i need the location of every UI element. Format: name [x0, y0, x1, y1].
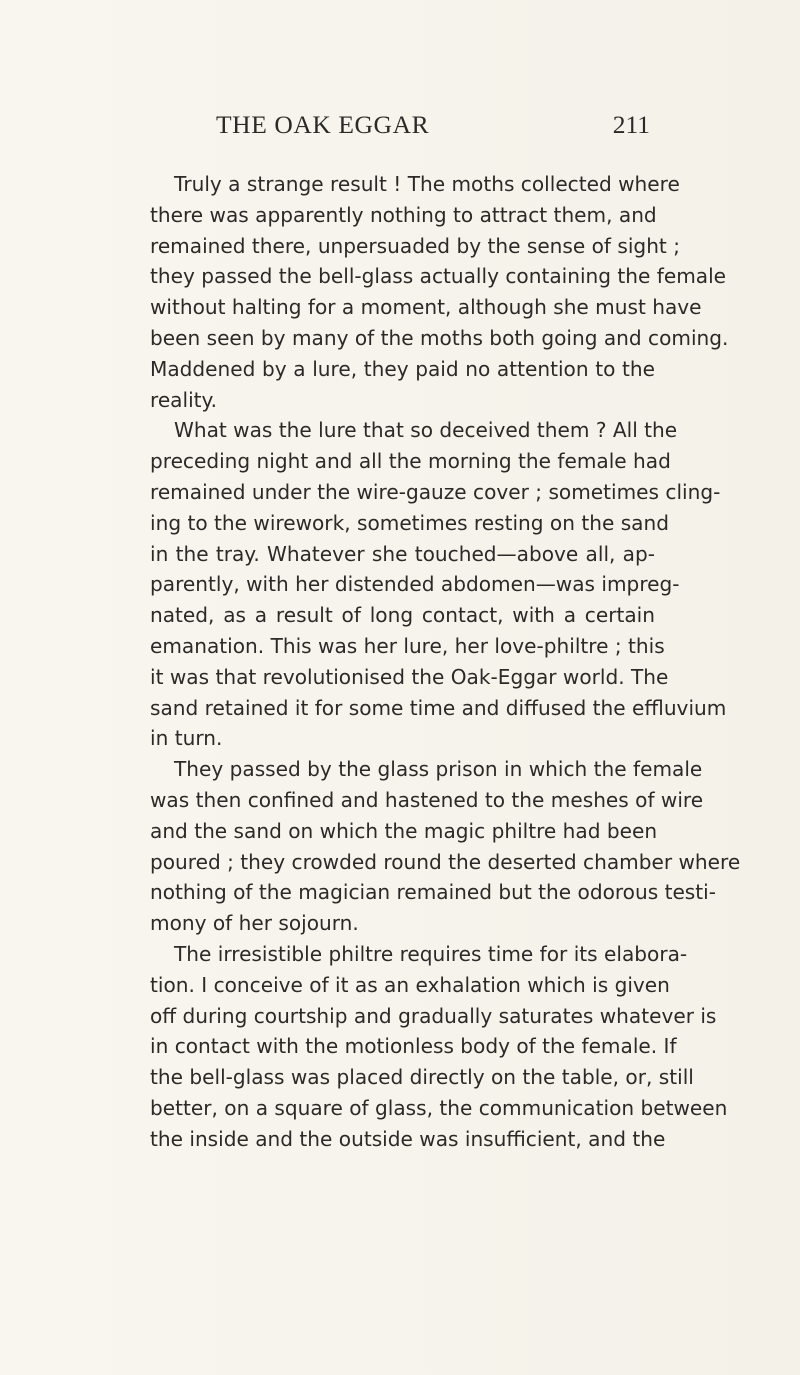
body-text — [150, 169, 741, 1155]
text-line: in the tray. Whatever she touched—above all, ap- — [150, 541, 655, 566]
text-line: Maddened by a lure, they paid no attention to the — [150, 356, 655, 381]
text-line: better, on a square of glass, the communication between — [150, 1095, 728, 1120]
text-line: remained there, unpersuaded by the sense of sight ; — [150, 233, 680, 258]
text-line: there was apparently nothing to attract them, and — [150, 202, 657, 227]
text-line: They passed by the glass prison in which the female — [174, 757, 703, 782]
text-line: they passed the bell-glass actually containing the female — [150, 264, 727, 289]
text-line: it was that revolutionised the Oak-Eggar world. The — [150, 664, 669, 689]
text-line: nothing of the magician remained but the odorous testi- — [150, 880, 716, 905]
text-line: reality. — [150, 387, 217, 412]
running-title: THE OAK EGGAR — [216, 110, 430, 139]
text-line: preceding night and all the morning the female had — [150, 449, 671, 474]
text-line: nated, as a result of long contact, with a certain — [150, 603, 655, 628]
text-line: been seen by many of the moths both going and coming. — [150, 325, 729, 350]
text-line: tion. I conceive of it as an exhalation which is given — [150, 972, 670, 997]
text-line: remained under the wire-gauze cover ; sometimes cling- — [150, 479, 721, 504]
text-line: in contact with the motionless body of the female. If — [150, 1034, 677, 1059]
text-line: ing to the wirework, sometimes resting on the sand — [150, 510, 669, 535]
text-line: The irresistible philtre requires time for its elabora- — [174, 941, 688, 966]
text-line: the inside and the outside was insufficient, and the — [150, 1126, 666, 1151]
running-head — [216, 110, 650, 140]
text-line: emanation. This was her lure, her love-philtre ; this — [150, 633, 665, 658]
text-line: was then confined and hastened to the meshes of wire — [150, 787, 704, 812]
text-line: parently, with her distended abdomen—was impreg- — [150, 572, 680, 597]
text-line: What was the lure that so deceived them ? All the — [174, 418, 678, 443]
text-line: and the sand on which the magic philtre had been — [150, 818, 658, 843]
text-line: Truly a strange result ! The moths collected where — [174, 172, 680, 196]
text-line: without halting for a moment, although she must have — [150, 295, 702, 320]
text-line: in turn. — [150, 726, 223, 751]
text-line: mony of her sojourn. — [150, 911, 359, 936]
text-line: sand retained it for some time and diffused the effluvium — [150, 695, 727, 720]
text-line: off during courtship and gradually saturates whatever is — [150, 1003, 717, 1028]
text-line: the bell-glass was placed directly on the table, or, still — [150, 1065, 694, 1090]
text-line: poured ; they crowded round the deserted chamber where — [150, 849, 741, 874]
page-number: 211 — [612, 110, 650, 139]
